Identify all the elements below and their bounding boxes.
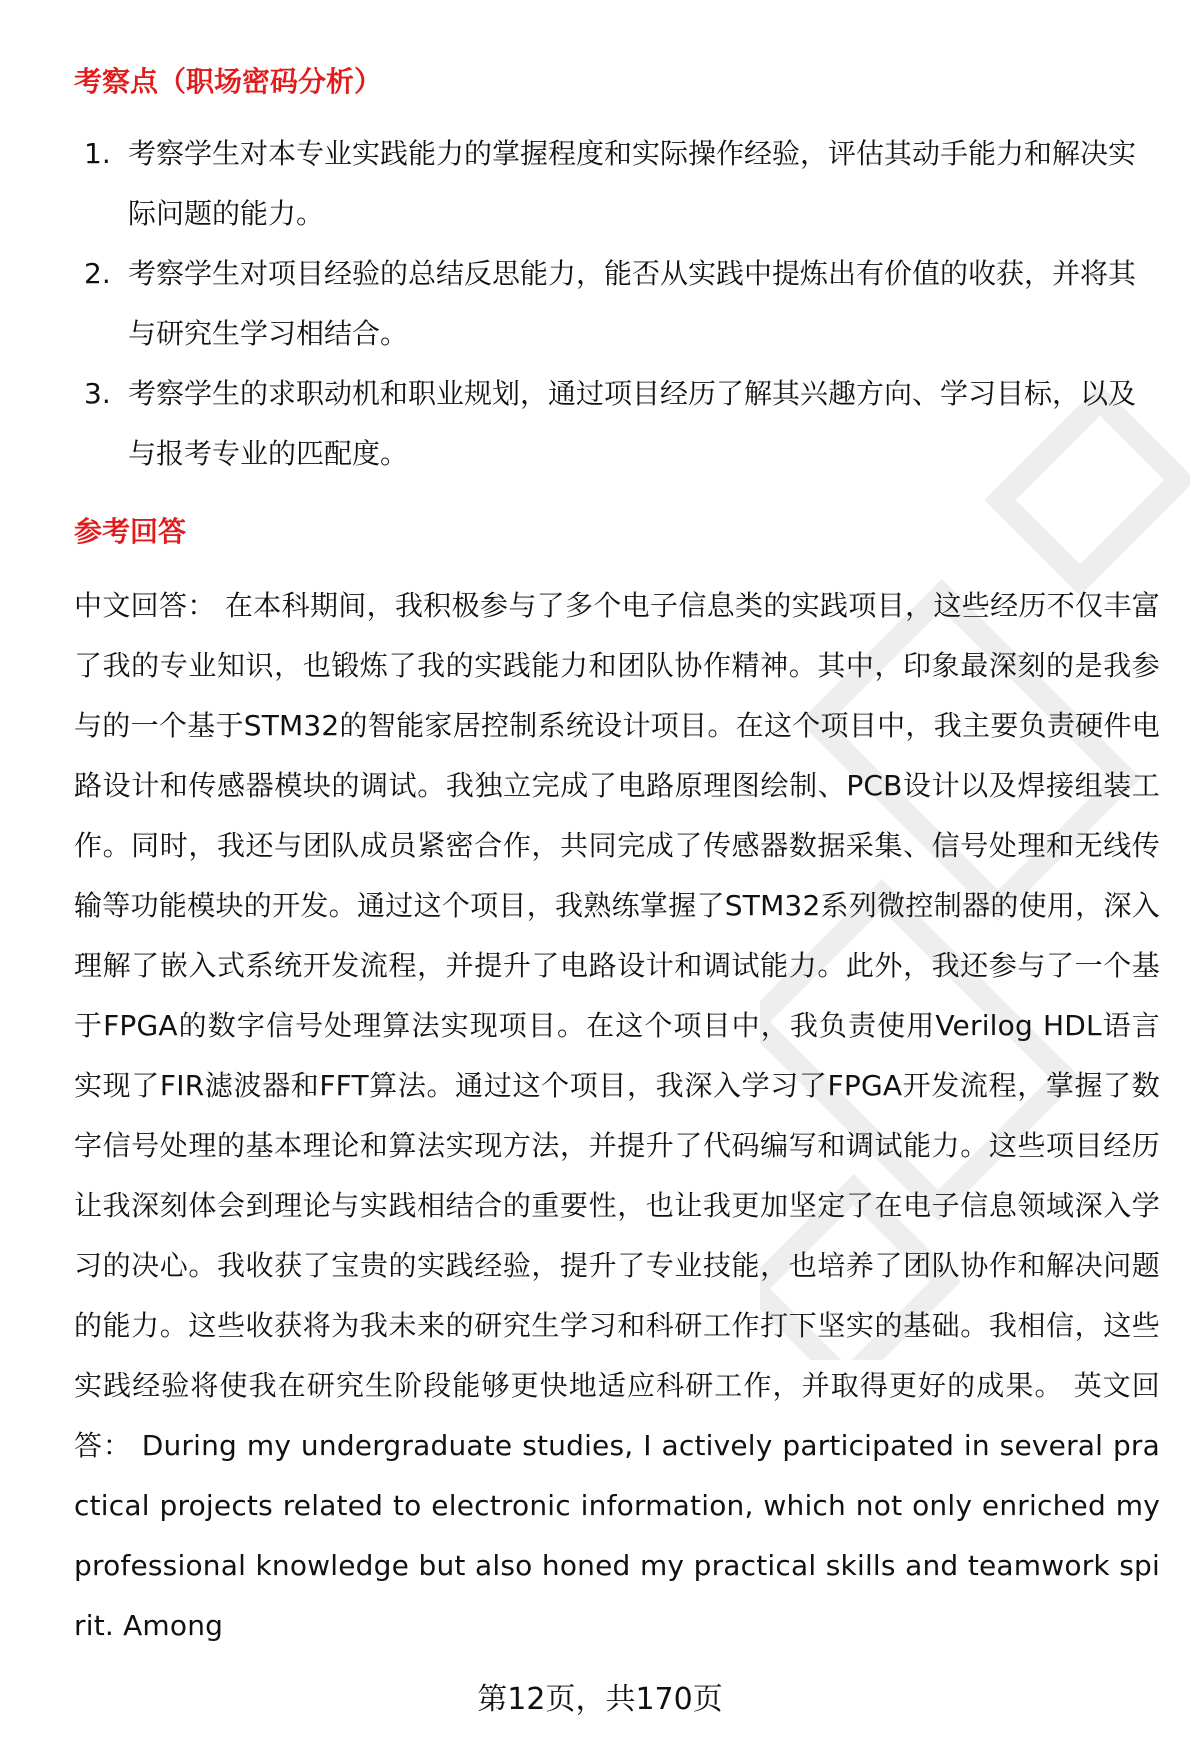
list-item-text: 考察学生对本专业实践能力的掌握程度和实际操作经验，评估其动手能力和解决实际问题的能力。 bbox=[128, 137, 1137, 230]
answer-paragraph: 中文回答： 在本科期间，我积极参与了多个电子信息类的实践项目，这些经历不仅丰富了我的专业知识，也锻炼了我的实践能力和团队协作精神。其中，印象最深刻的是我参与的一个基于STM32的智能家居控制系统设计项目。在这个项目中，我主要负责硬件电路设计和传感器模块的调试。我独立完成了电路原理图绘制、PCB设计以及焊接组装工作。同时，我还与团队成员紧密合作，共同完成了传感器数据采集、信号处理和无线传输等功能模块的开发。通过这个项目，我熟练掌握了STM32系列微控制器的使用，深入理解了嵌入式系统开发流程，并提升了电路设计和调试能力。此外，我还参与了一个基于FPGA的数字信号处理算法实现项目。在这个项目中，我负责使用Verilog HDL语言实现了FIR滤波器和FFT算法。通过这个项目，我深入学习了FPGA开发流程，掌握了数字信号处理的基本理论和算法实现方法，并提升了代码编写和调试能力。这些项目经历让我深刻体会到理论与实践相结合的重要性，也让我更加坚定了在电子信息领域深入学习的决心。我收获了宝贵的实践经验，提升了专业技能，也培养了团队协作和解决问题的能力。这些收获将为我未来的研究生学习和科研工作打下坚实的基础。我相信，这些实践经验将使我在研究生阶段能够更快地适应科研工作，并取得更好的成果。 英文回答： During my undergraduate studies, I actively participated in several practical projects related to electronic information, which not only enriched my professional knowledge but also honed my practical skills and teamwork spirit. Among bbox=[74, 589, 1160, 1642]
page-number: 第12页，共170页 bbox=[477, 1682, 723, 1717]
list-item-number: 3. bbox=[84, 377, 111, 410]
key-points-list bbox=[74, 124, 1160, 484]
section-heading-key-points: 考察点（职场密码分析） bbox=[74, 65, 383, 98]
list-item-number: 2. bbox=[84, 257, 111, 290]
list-item-text: 考察学生的求职动机和职业规划，通过项目经历了解其兴趣方向、学习目标，以及与报考专业的匹配度。 bbox=[128, 377, 1137, 470]
list-item-text: 考察学生对项目经验的总结反思能力，能否从实践中提炼出有价值的收获，并将其与研究生学习相结合。 bbox=[128, 257, 1137, 350]
list-item bbox=[74, 364, 1160, 484]
list-item bbox=[74, 124, 1160, 244]
document-page bbox=[74, 56, 1160, 1656]
list-item-number: 1. bbox=[84, 137, 111, 170]
section-heading-reference-answer: 参考回答 bbox=[74, 515, 187, 548]
list-item bbox=[74, 244, 1160, 364]
